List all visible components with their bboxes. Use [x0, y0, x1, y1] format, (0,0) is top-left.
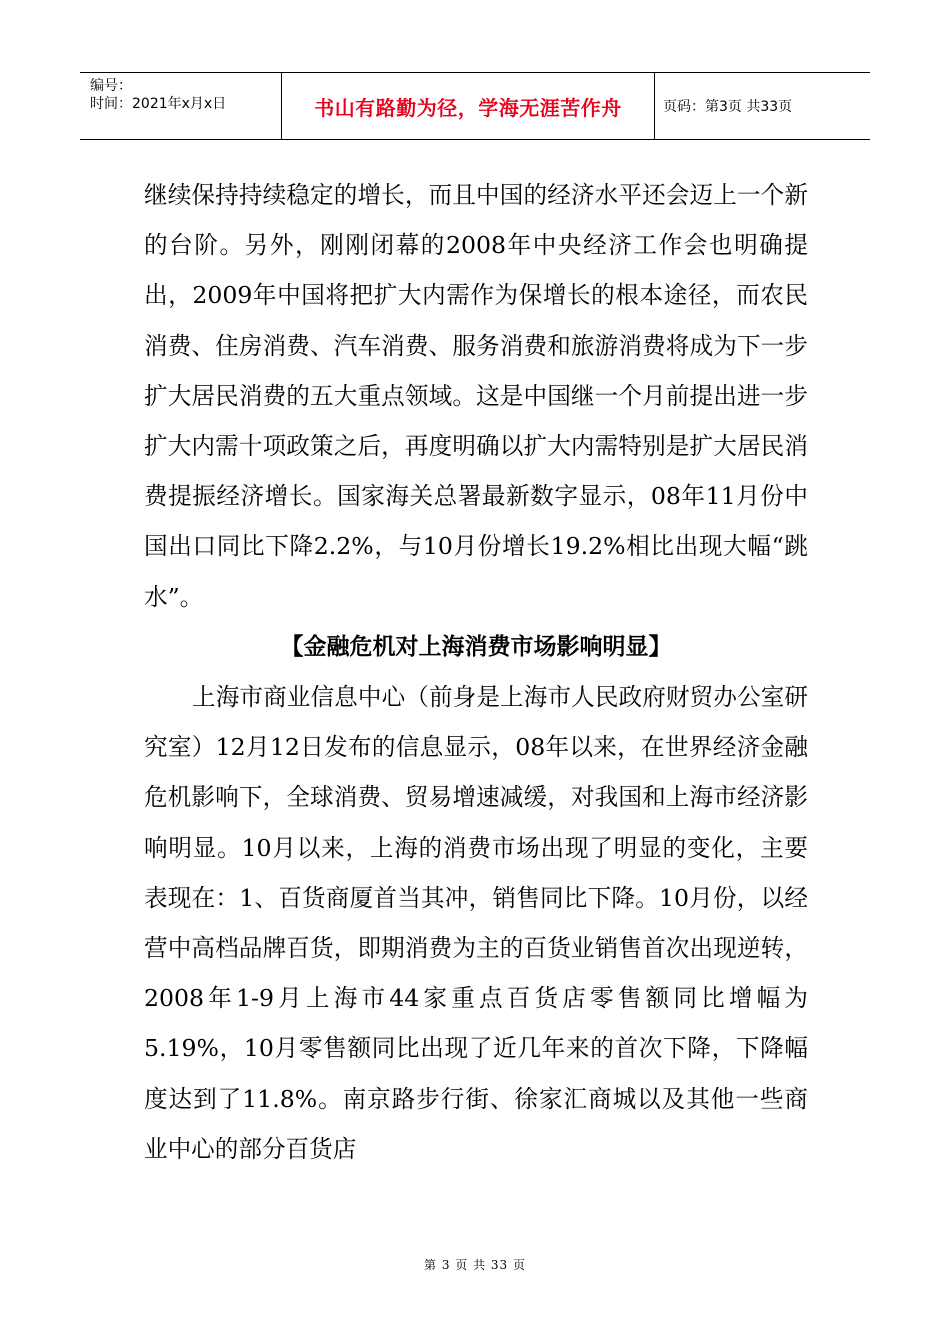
- body-paragraph-1: 继续保持持续稳定的增长，而且中国的经济水平还会迈上一个新的台阶。另外，刚刚闭幕的2008年中央经济工作会也明确提出，2009年中国将把扩大内需作为保增长的根本途径，而农民消费、住房消费、汽车消费、服务消费和旅游消费将成为下一步扩大居民消费的五大重点领域。这是中国继一个月前提出进一步扩大内需十项政策之后，再度明确以扩大内需特别是扩大居民消费提振经济增长。国家海关总署最新数字显示，08年11月份中国出口同比下降2.2%，与10月份增长19.2%相比出现大幅“跳水”。: [144, 181, 808, 611]
- header-page-info: 页码：第3页 共33页: [663, 99, 793, 115]
- document-body: [144, 170, 808, 1174]
- section-heading: 【金融危机对上海消费市场影响明显】: [280, 633, 672, 660]
- header-motto: 书山有路勤为径，学海无涯苦作舟: [282, 73, 655, 139]
- page-footer: 第 3 页 共 33 页: [424, 1258, 526, 1272]
- document-time-label: 时间：2021年x月x日: [90, 96, 227, 112]
- document-number-label: 编号：: [90, 78, 132, 94]
- body-paragraph-2: 上海市商业信息中心（前身是上海市人民政府财贸办公室研究室）12月12日发布的信息显示，08年以来，在世界经济金融危机影响下，全球消费、贸易增速减缓，对我国和上海市经济影响明显。10月以来，上海的消费市场出现了明显的变化，主要表现在：1、百货商厦首当其冲，销售同比下降。10月份，以经营中高档品牌百货，即期消费为主的百货业销售首次出现逆转，2008年1-9月上海市44家重点百货店零售额同比增幅为5.19%，10月零售额同比出现了近几年来的首次下降，下降幅度达到了11.8%。南京路步行街、徐家汇商城以及其他一些商业中心的部分百货店: [144, 683, 808, 1163]
- document-header: [80, 72, 870, 140]
- header-meta-cell: [80, 73, 282, 139]
